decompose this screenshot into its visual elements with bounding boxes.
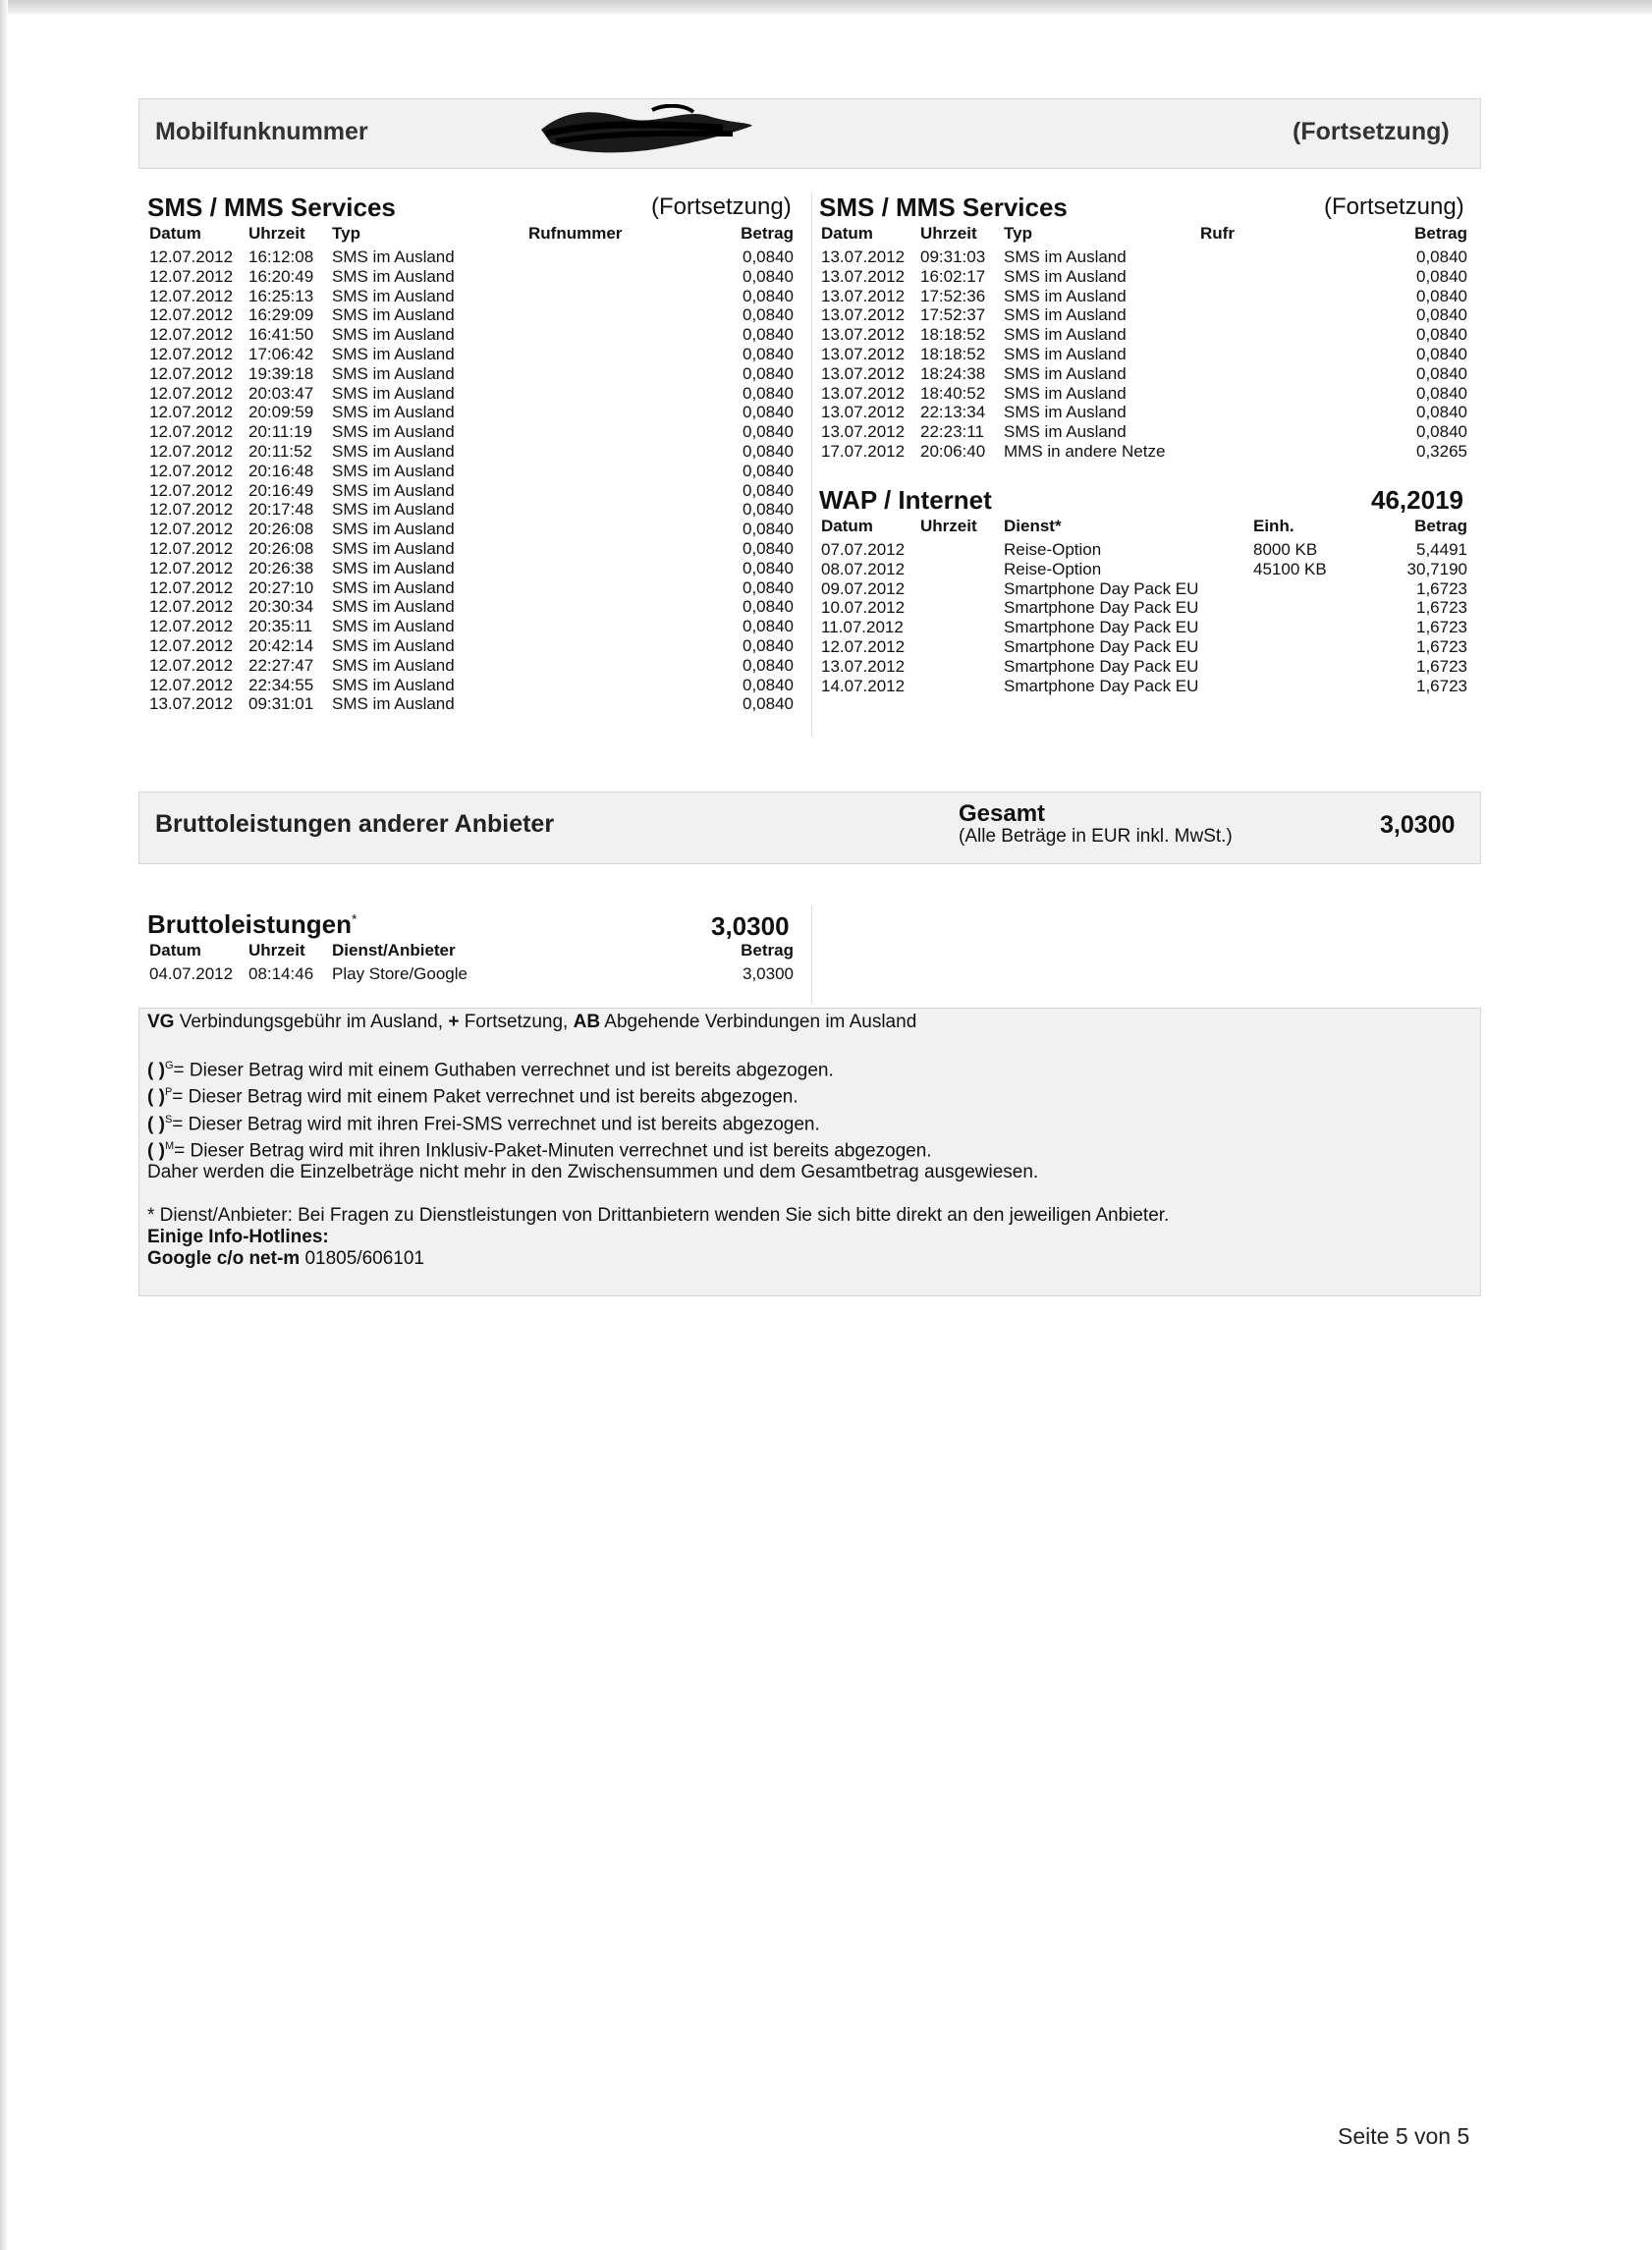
row-date: 12.07.2012 [149, 500, 234, 520]
gesamt-value: 3,0300 [1380, 811, 1456, 839]
row-provider: Play Store/Google [332, 964, 468, 983]
row-type: SMS im Ausland [1004, 403, 1127, 422]
column-header: Datum [821, 224, 873, 243]
row-amount: 0,0840 [743, 539, 794, 558]
row-time: 08:14:46 [248, 964, 314, 983]
row-amount: 0,0840 [743, 520, 794, 539]
row-date: 13.07.2012 [821, 286, 906, 305]
row-date: 12.07.2012 [149, 558, 234, 577]
legend-line-guthaben: ( )$^G$= Dieser Betrag wird mit einem Guthaben verrechnet und ist bereits abgezogen. [147, 1060, 834, 1081]
redaction-scribble [536, 104, 757, 155]
row-amount: 0,0840 [1416, 325, 1467, 345]
row-time: 16:25:13 [248, 286, 314, 305]
row-date: 12.07.2012 [149, 305, 234, 325]
row-date: 14.07.2012 [821, 676, 906, 695]
gesamt-label: Gesamt [959, 800, 1046, 827]
row-time: 20:17:48 [248, 500, 314, 520]
row-time: 20:27:10 [248, 577, 314, 597]
row-time: 22:34:55 [248, 675, 314, 694]
row-time: 16:12:08 [248, 247, 314, 266]
row-type: SMS im Ausland [332, 286, 455, 305]
row-date: 12.07.2012 [149, 422, 234, 442]
row-amount: 0,0840 [743, 480, 794, 500]
row-amount: 0,0840 [743, 247, 794, 266]
row-time: 19:39:18 [248, 363, 314, 383]
column-header: Datum [149, 224, 201, 243]
row-time: 16:41:50 [248, 325, 314, 345]
row-amount: 0,0840 [1416, 247, 1467, 266]
row-amount: 0,0840 [743, 383, 794, 403]
row-type: SMS im Ausland [332, 694, 455, 714]
sms-right-title: SMS / MMS Services [819, 192, 1068, 222]
row-date: 10.07.2012 [821, 598, 906, 618]
column-header: Dienst* [1004, 517, 1062, 535]
row-date: 12.07.2012 [149, 247, 234, 266]
row-type: SMS im Ausland [332, 461, 455, 480]
row-amount: 30,7190 [1406, 559, 1467, 578]
row-time: 20:03:47 [248, 383, 314, 403]
row-date: 09.07.2012 [821, 578, 906, 598]
row-amount: 0,0840 [743, 305, 794, 325]
row-date: 12.07.2012 [149, 325, 234, 345]
sms-right-continuation: (Fortsetzung) [1324, 193, 1464, 220]
row-time: 20:16:49 [248, 480, 314, 500]
row-type: SMS im Ausland [332, 480, 455, 500]
row-date: 12.07.2012 [149, 266, 234, 286]
row-type: SMS im Ausland [332, 383, 455, 403]
row-amount: 0,0840 [743, 694, 794, 714]
row-time: 20:30:34 [248, 597, 314, 617]
row-type: SMS im Ausland [332, 655, 455, 675]
row-date: 08.07.2012 [821, 559, 906, 578]
brutto-title: Bruttoleistungen* [147, 909, 358, 939]
row-date: 13.07.2012 [821, 305, 906, 325]
legend-line-daher: Daher werden die Einzelbeträge nicht mehr in den Zwischensummen und dem Gesamtbetrag ausgewiesen. [147, 1162, 1039, 1183]
row-type: SMS im Ausland [1004, 363, 1127, 383]
sms-left-continuation: (Fortsetzung) [651, 193, 792, 220]
legend-line-abbrev: VG Verbindungsgebühr im Ausland, + Fortsetzung, AB Abgehende Verbindungen im Ausland [147, 1012, 917, 1032]
row-type: SMS im Ausland [332, 539, 455, 558]
row-date: 12.07.2012 [149, 286, 234, 305]
column-header: Typ [1004, 224, 1032, 243]
row-date: 13.07.2012 [821, 422, 906, 442]
row-type: SMS im Ausland [332, 442, 455, 461]
brutto-divider [811, 905, 812, 1004]
row-type: SMS im Ausland [1004, 422, 1127, 442]
row-type: SMS im Ausland [332, 305, 455, 325]
row-amount: 0,0840 [1416, 422, 1467, 442]
row-date: 12.07.2012 [149, 383, 234, 403]
row-time: 20:09:59 [248, 403, 314, 422]
row-amount: 0,0840 [743, 577, 794, 597]
row-date: 12.07.2012 [149, 617, 234, 636]
row-amount: 0,0840 [743, 442, 794, 461]
row-date: 13.07.2012 [821, 325, 906, 345]
row-time: 09:31:03 [920, 247, 986, 266]
row-time: 20:42:14 [248, 636, 314, 655]
row-service: Smartphone Day Pack EU [1004, 637, 1199, 656]
row-time: 22:13:34 [920, 403, 986, 422]
row-service: Reise-Option [1004, 540, 1102, 559]
row-type: SMS im Ausland [332, 597, 455, 617]
row-type: SMS im Ausland [332, 422, 455, 442]
column-header: Betrag [741, 224, 794, 243]
row-date: 13.07.2012 [821, 383, 906, 403]
row-time: 17:06:42 [248, 345, 314, 363]
row-date: 12.07.2012 [149, 363, 234, 383]
row-time: 22:27:47 [248, 655, 314, 675]
row-date: 13.07.2012 [821, 247, 906, 266]
wap-title: WAP / Internet [819, 485, 992, 515]
row-time: 20:26:38 [248, 558, 314, 577]
column-header: Datum [821, 517, 873, 535]
row-service: Smartphone Day Pack EU [1004, 656, 1199, 676]
row-time: 20:26:08 [248, 539, 314, 558]
column-header: Datum [149, 941, 201, 960]
column-header: Rufnummer [528, 224, 623, 243]
row-amount: 0,0840 [743, 500, 794, 520]
row-service: Smartphone Day Pack EU [1004, 676, 1199, 695]
row-type: SMS im Ausland [1004, 383, 1127, 403]
legend [147, 1012, 1169, 1270]
row-date: 12.07.2012 [149, 403, 234, 422]
row-amount: 0,0840 [1416, 383, 1467, 403]
row-time: 17:52:36 [920, 286, 986, 305]
row-amount: 0,0840 [743, 675, 794, 694]
row-amount: 1,6723 [1416, 637, 1467, 656]
row-amount: 3,0300 [743, 964, 794, 983]
row-type: SMS im Ausland [332, 617, 455, 636]
column-header: Uhrzeit [248, 941, 305, 960]
row-date: 07.07.2012 [821, 540, 906, 559]
row-type: SMS im Ausland [1004, 325, 1127, 345]
row-amount: 0,3265 [1416, 442, 1467, 461]
row-amount: 0,0840 [743, 558, 794, 577]
row-units: 45100 KB [1253, 559, 1327, 578]
column-header: Betrag [741, 941, 794, 960]
row-amount: 0,0840 [743, 461, 794, 480]
row-date: 12.07.2012 [149, 597, 234, 617]
row-type: SMS im Ausland [332, 675, 455, 694]
row-time: 20:06:40 [920, 442, 986, 461]
column-header: Rufr [1200, 224, 1235, 243]
column-header: Betrag [1414, 224, 1467, 243]
legend-google: Google c/o net-m 01805/606101 [147, 1248, 424, 1270]
row-service: Reise-Option [1004, 559, 1102, 578]
row-date: 13.07.2012 [821, 363, 906, 383]
row-date: 13.07.2012 [821, 656, 906, 676]
column-header: Betrag [1414, 517, 1467, 535]
row-type: SMS im Ausland [332, 636, 455, 655]
sms-left-title: SMS / MMS Services [147, 192, 396, 222]
row-amount: 1,6723 [1416, 656, 1467, 676]
legend-line-paket: ( )$^P$= Dieser Betrag wird mit einem Paket verrechnet und ist bereits abgezogen. [147, 1086, 798, 1108]
row-time: 16:20:49 [248, 266, 314, 286]
row-time: 20:26:08 [248, 520, 314, 539]
row-date: 13.07.2012 [821, 266, 906, 286]
row-date: 12.07.2012 [149, 675, 234, 694]
row-time: 20:16:48 [248, 461, 314, 480]
row-date: 12.07.2012 [149, 442, 234, 461]
row-amount: 1,6723 [1416, 598, 1467, 618]
row-date: 12.07.2012 [149, 461, 234, 480]
column-header: Dienst/Anbieter [332, 941, 456, 960]
legend-line-dienst: * Dienst/Anbieter: Bei Fragen zu Dienstleistungen von Drittanbietern wenden Sie sich bitte direkt an den jeweiligen Anbieter. [147, 1205, 1170, 1227]
row-amount: 0,0840 [743, 266, 794, 286]
row-type: SMS im Ausland [1004, 305, 1127, 325]
row-time: 18:18:52 [920, 345, 986, 363]
row-time: 17:52:37 [920, 305, 986, 325]
row-time: 16:29:09 [248, 305, 314, 325]
row-amount: 0,0840 [1416, 345, 1467, 363]
row-type: SMS im Ausland [332, 520, 455, 539]
row-amount: 0,0840 [743, 403, 794, 422]
row-type: SMS im Ausland [332, 325, 455, 345]
column-header: Einh. [1253, 517, 1294, 535]
row-time: 20:35:11 [248, 617, 312, 636]
row-service: Smartphone Day Pack EU [1004, 578, 1199, 598]
row-type: SMS im Ausland [332, 577, 455, 597]
row-time: 09:31:01 [248, 694, 314, 714]
row-type: SMS im Ausland [332, 247, 455, 266]
row-amount: 1,6723 [1416, 618, 1467, 637]
brutto-header-title: Bruttoleistungen anderer Anbieter [155, 810, 555, 838]
row-date: 12.07.2012 [149, 480, 234, 500]
row-time: 20:11:52 [248, 442, 312, 461]
column-header: Uhrzeit [920, 517, 977, 535]
row-type: SMS im Ausland [1004, 286, 1127, 305]
wap-total: 46,2019 [1371, 485, 1463, 515]
scan-edge-top [0, 0, 1652, 14]
row-service: Smartphone Day Pack EU [1004, 618, 1199, 637]
row-amount: 0,0840 [1416, 266, 1467, 286]
legend-hotlines: Einige Info-Hotlines: [147, 1227, 329, 1248]
row-amount: 0,0840 [743, 363, 794, 383]
row-date: 12.07.2012 [149, 655, 234, 675]
row-time: 22:23:11 [920, 422, 984, 442]
header-title: Mobilfunknummer [155, 118, 368, 145]
row-time: 18:18:52 [920, 325, 986, 345]
row-date: 13.07.2012 [149, 694, 234, 714]
row-date: 12.07.2012 [149, 520, 234, 539]
column-header: Uhrzeit [920, 224, 977, 243]
row-date: 11.07.2012 [821, 618, 904, 637]
row-date: 13.07.2012 [821, 345, 906, 363]
row-date: 12.07.2012 [149, 577, 234, 597]
row-amount: 1,6723 [1416, 676, 1467, 695]
row-amount: 0,0840 [1416, 363, 1467, 383]
row-type: SMS im Ausland [332, 403, 455, 422]
row-type: SMS im Ausland [332, 266, 455, 286]
row-date: 12.07.2012 [149, 636, 234, 655]
row-amount: 0,0840 [743, 286, 794, 305]
row-type: MMS in andere Netze [1004, 442, 1166, 461]
row-amount: 5,4491 [1416, 540, 1467, 559]
scan-edge-left [0, 0, 8, 2250]
row-amount: 0,0840 [743, 325, 794, 345]
header-continuation: (Fortsetzung) [1293, 118, 1450, 145]
column-divider [811, 192, 812, 737]
row-amount: 0,0840 [1416, 305, 1467, 325]
row-type: SMS im Ausland [1004, 345, 1127, 363]
row-type: SMS im Ausland [332, 500, 455, 520]
row-type: SMS im Ausland [332, 345, 455, 363]
row-amount: 0,0840 [743, 655, 794, 675]
row-type: SMS im Ausland [1004, 266, 1127, 286]
row-service: Smartphone Day Pack EU [1004, 598, 1199, 618]
row-date: 13.07.2012 [821, 403, 906, 422]
row-amount: 1,6723 [1416, 578, 1467, 598]
row-type: SMS im Ausland [1004, 247, 1127, 266]
row-type: SMS im Ausland [332, 363, 455, 383]
row-amount: 0,0840 [743, 597, 794, 617]
row-date: 12.07.2012 [149, 345, 234, 363]
row-type: SMS im Ausland [332, 558, 455, 577]
row-time: 20:11:19 [248, 422, 312, 442]
row-units: 8000 KB [1253, 540, 1318, 559]
brutto-title-mark: * [352, 910, 358, 927]
row-amount: 0,0840 [743, 617, 794, 636]
row-amount: 0,0840 [743, 422, 794, 442]
row-amount: 0,0840 [743, 345, 794, 363]
row-date: 04.07.2012 [149, 964, 234, 983]
column-header: Uhrzeit [248, 224, 305, 243]
gesamt-note: (Alle Beträge in EUR inkl. MwSt.) [959, 826, 1233, 847]
row-time: 18:40:52 [920, 383, 986, 403]
legend-line-frei-sms: ( )$^S$= Dieser Betrag wird mit ihren Frei-SMS verrechnet und ist bereits abgezogen. [147, 1113, 820, 1134]
row-amount: 0,0840 [1416, 286, 1467, 305]
row-amount: 0,0840 [1416, 403, 1467, 422]
row-date: 12.07.2012 [149, 539, 234, 558]
column-header: Typ [332, 224, 360, 243]
row-amount: 0,0840 [743, 636, 794, 655]
row-date: 17.07.2012 [821, 442, 906, 461]
legend-line-minuten: ( )$^M$= Dieser Betrag wird mit ihren Inklusiv-Paket-Minuten verrechnet und ist bereits abgezogen. [147, 1139, 932, 1162]
row-date: 12.07.2012 [821, 637, 906, 656]
row-time: 18:24:38 [920, 363, 986, 383]
page-number: Seite 5 von 5 [1338, 2123, 1470, 2149]
row-time: 16:02:17 [920, 266, 986, 286]
brutto-total: 3,0300 [711, 911, 790, 941]
